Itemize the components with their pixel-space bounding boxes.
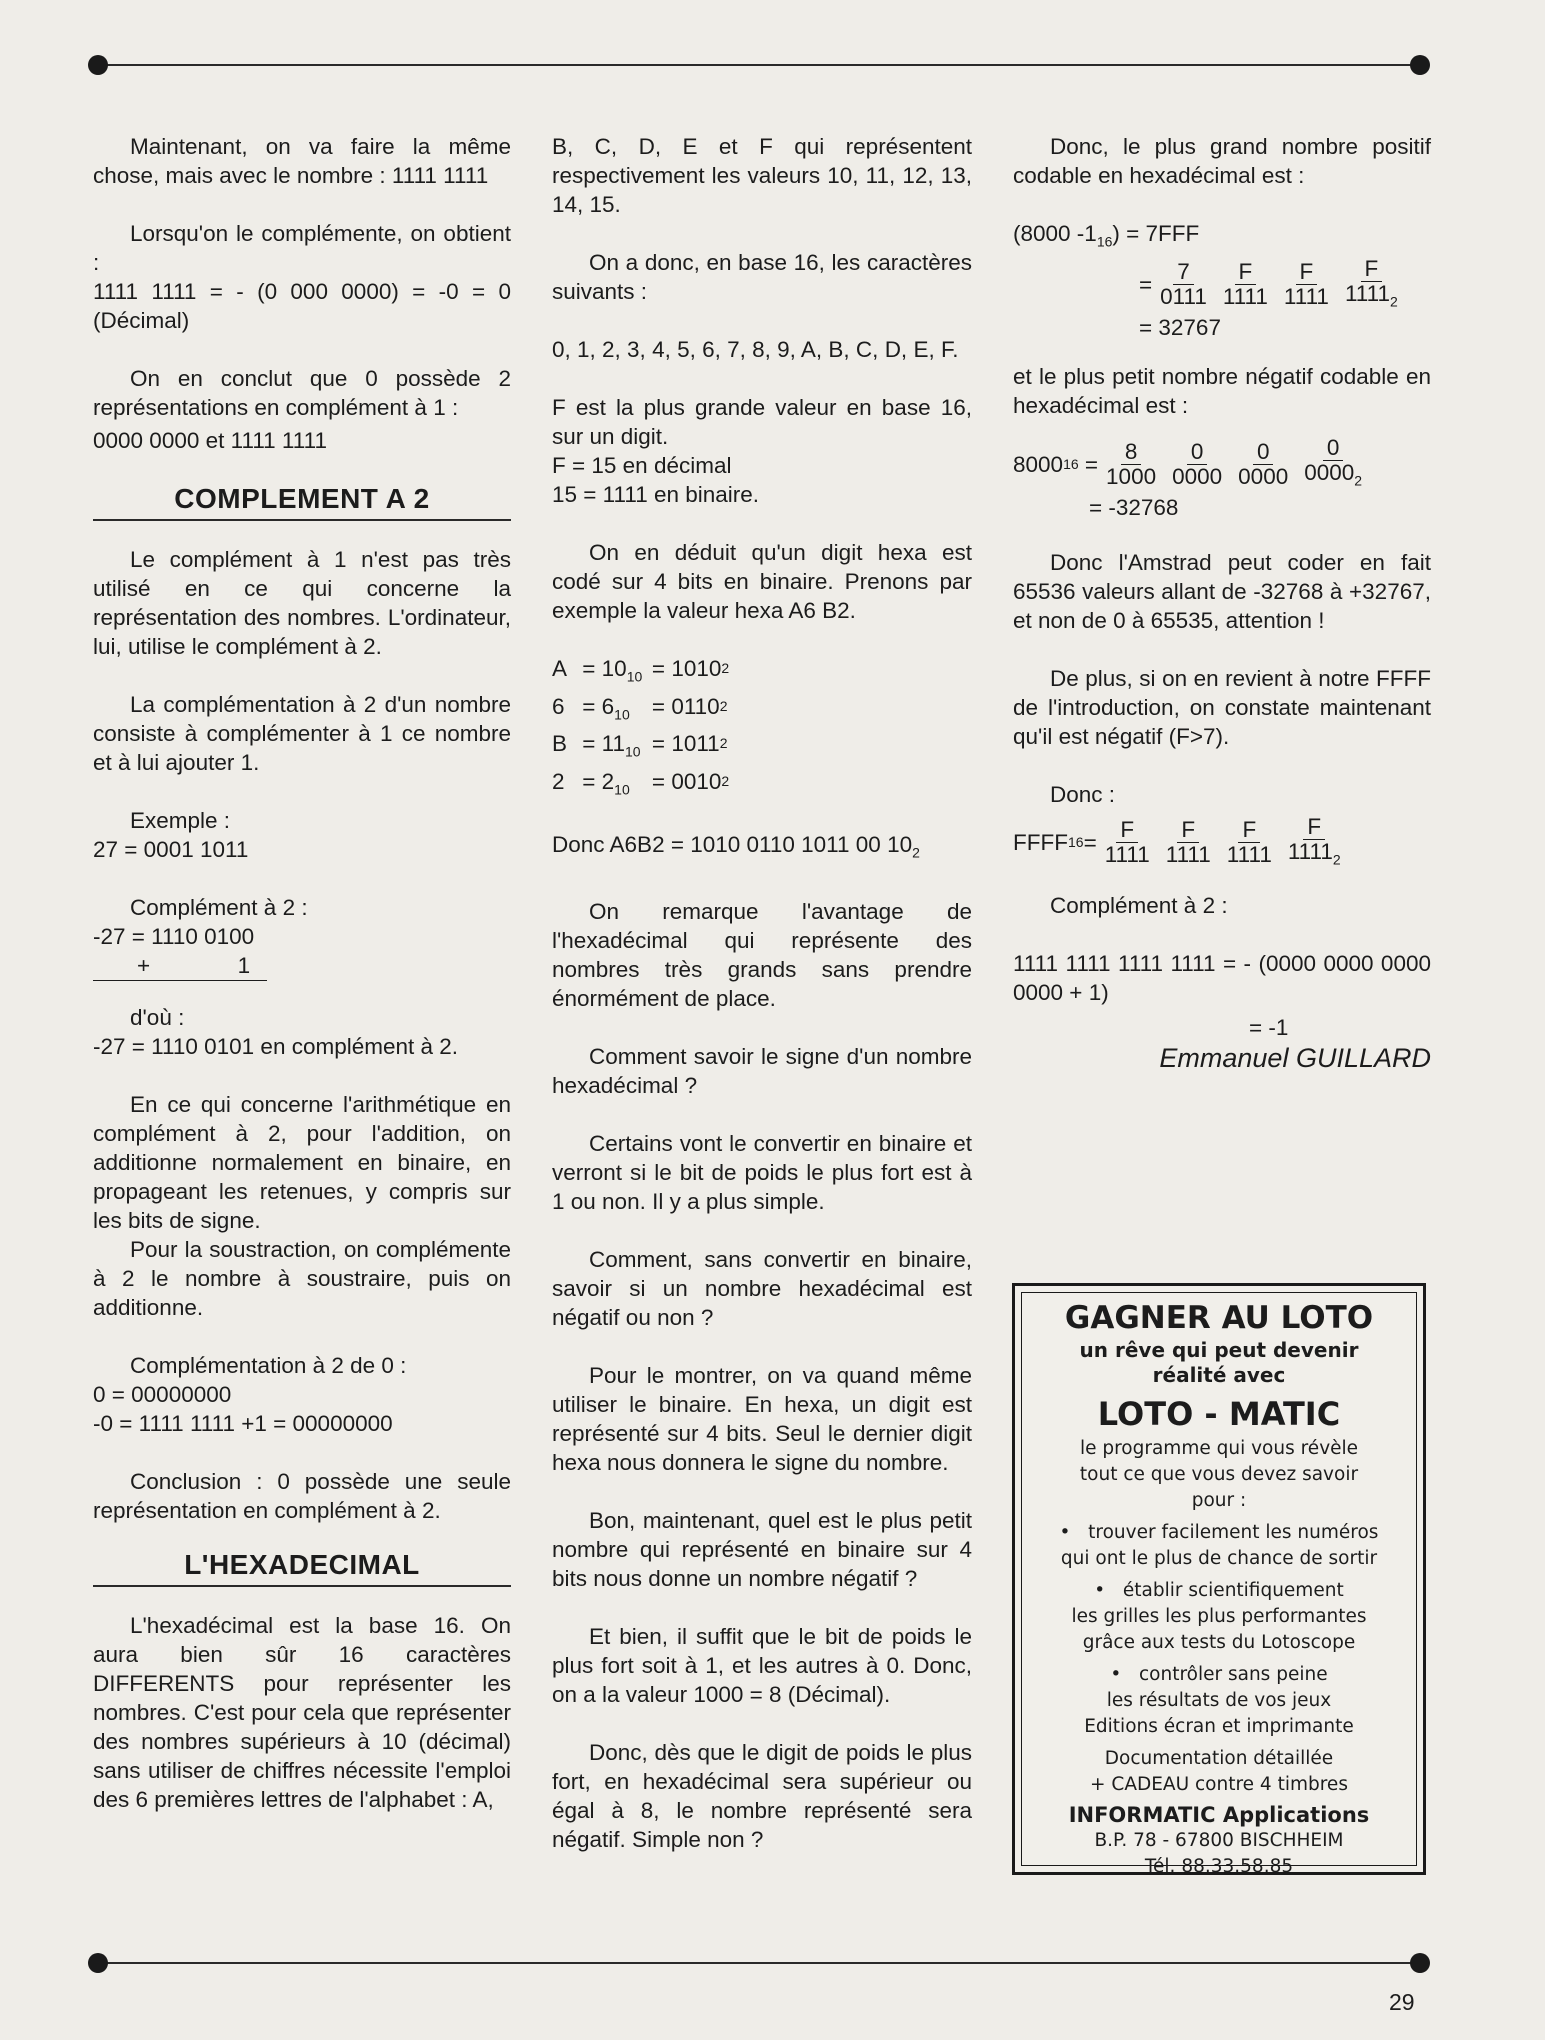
ad-text: Editions écran et imprimante (1084, 1716, 1354, 1737)
column-2 (552, 132, 972, 1883)
paragraph: Maintenant, on va faire la même chose, mais avec le nombre : 1111 1111 (93, 134, 511, 188)
fraction: $\frac{F}{1111_2}$ (1344, 255, 1398, 309)
ad-address: B.P. 78 - 67800 BISCHHEIM (1094, 1830, 1344, 1851)
paragraph: Le complément à 1 n'est pas très utilisé en ce qui concerne la représentation des nombres. L'ordinateur, lui, utilise le complément à 2. (93, 547, 511, 659)
ad-subtitle-2: réalité avec (1152, 1363, 1286, 1387)
paragraph: Certains vont le convertir en binaire et verront si le bit de poids le plus fort est à 1 ou non. Il y a plus simple. (552, 1130, 972, 1214)
ad-text: qui ont le plus de chance de sortir (1060, 1548, 1378, 1569)
fraction: $\frac{F}{1111}$ (1226, 817, 1272, 868)
top-right-dot (1410, 55, 1430, 75)
heading-underline (93, 1585, 511, 1587)
bottom-left-dot (88, 1953, 108, 1973)
fraction: $\frac{0}{0000}$ (1238, 438, 1289, 489)
table-row: B = $11_{10}$ = 1011 2 (552, 731, 728, 760)
paragraph: Lorsqu'on le complémente, on obtient : (93, 221, 511, 275)
hex-conversion-table (552, 654, 972, 804)
page-number: 29 (1389, 1989, 1415, 2015)
complement-line-1: -27 = 1110 0100 (93, 924, 255, 949)
fraction: $\frac{0}{0000_2}$ (1304, 435, 1363, 489)
complement-label: Complément à 2 : (130, 895, 308, 920)
author-signature: Emmanuel GUILLARD (1159, 1043, 1431, 1073)
ad-text: les résultats de vos jeux (1106, 1690, 1332, 1711)
ad-text: les grilles les plus performantes (1071, 1606, 1367, 1627)
paragraph: On a donc, en base 16, les caractères suivants : (552, 250, 972, 304)
paragraph: En ce qui concerne l'arithmétique en complément à 2, pour l'addition, on additionne normalement en binaire, en propageant les retenues, y compris sur les bits de signe. (93, 1092, 511, 1233)
paragraph: On en conclut que 0 possède 2 représentations en complément à 1 : (93, 366, 511, 420)
fraction: $\frac{F}{1111}$ (1104, 817, 1150, 868)
paragraph: F est la plus grande valeur en base 16, sur un digit. (552, 395, 972, 449)
paragraph: On en déduit qu'un digit hexa est codé sur 4 bits en binaire. Prenons par exemple la valeur hexa A6 B2. (552, 540, 972, 623)
table-row: 2 = $2_{10}$ = 0010 2 (552, 768, 730, 797)
loto-matic-advertisement (1012, 1283, 1426, 1875)
paragraph: L'hexadécimal est la base 16. On aura bien sûr 16 caractères DIFFERENTS pour représenter les nombres. C'est pour cela que représenter des nombres supérieurs à 10 (décimal) sans utiliser de chiffres nécessite l'emploi des 6 premières lettres de l'alphabet : A, (93, 1613, 511, 1812)
complement-line-2: + 1 (93, 951, 267, 981)
table-row: A = $10_{10}$ = 1010 2 (552, 656, 730, 685)
c0-line-2: -0 = 1111 1111 +1 = 00000000 (93, 1411, 393, 1436)
dou-label: d'où : (130, 1005, 185, 1030)
paragraph: et le plus petit nombre négatif codable en hexadécimal est : (1013, 364, 1431, 418)
paragraph: Pour la soustraction, on complémente à 2 le nombre à soustraire, puis on additionne. (93, 1237, 511, 1320)
paragraph: Comment, sans convertir en binaire, savoir si un nombre hexadécimal est négatif ou non ? (552, 1246, 972, 1330)
ad-text: Documentation détaillée (1104, 1748, 1334, 1769)
bottom-rule (98, 1962, 1418, 1964)
paragraph: Comment savoir le signe d'un nombre hexadécimal ? (552, 1043, 972, 1098)
heading-underline (93, 519, 511, 521)
ad-text: tout ce que vous devez savoir (1079, 1464, 1359, 1485)
bullet-icon: • (1094, 1580, 1106, 1601)
bullet-icon: • (1059, 1522, 1071, 1543)
table-row: 6 = $6_{10}$ = 0110 2 (552, 693, 728, 722)
paragraph: On remarque l'avantage de l'hexadécimal qui représente des nombres très grands sans prendre énormément de place. (552, 898, 972, 1011)
equation-result: = -1 (1249, 1015, 1289, 1040)
paragraph: Bon, maintenant, quel est le plus petit nombre qui représenté en binaire sur 4 bits nous donne un nombre négatif ? (552, 1507, 972, 1591)
ad-bullet-item: • contrôler sans peine (1110, 1664, 1328, 1685)
ad-title: GAGNER AU LOTO (1064, 1300, 1374, 1336)
paragraph: 0, 1, 2, 3, 4, 5, 6, 7, 8, 9, A, B, C, D, E, F. (552, 337, 959, 362)
ad-text: pour : (1191, 1490, 1247, 1511)
equation-minus-one: 1111 1111 1111 1111 = - (0000 0000 0000 0000 + 1) (1013, 951, 1431, 1005)
paragraph: Donc, dès que le digit de poids le plus fort, en hexadécimal sera supérieur ou égal à 8, le nombre représenté sera négatif. Simple non ? (552, 1739, 972, 1852)
fraction: $\frac{0}{0000}$ (1172, 438, 1223, 489)
c0-line-1: 0 = 00000000 (93, 1382, 232, 1407)
section-heading-complement-a-2: COMPLEMENT A 2 (174, 483, 430, 514)
bullet-icon: • (1110, 1664, 1122, 1685)
top-rule (98, 64, 1418, 66)
paragraph: 1111 1111 = - (0 000 0000) = -0 = 0 (Décimal) (93, 279, 511, 333)
column-1 (93, 132, 511, 1843)
paragraph: Pour le montrer, on va quand même utiliser le binaire. En hexa, un digit est représenté sur 4 bits. Seul le dernier digit hexa nous donnera le signe du nombre. (552, 1362, 972, 1475)
paragraph: F = 15 en décimal (552, 453, 732, 478)
c0-label: Complémentation à 2 de 0 : (130, 1353, 407, 1378)
ad-text: le programme qui vous révèle (1079, 1438, 1359, 1459)
paragraph: 15 = 1111 en binaire. (552, 482, 760, 507)
column-3 (1013, 132, 1431, 1073)
equation-ffff: FFFF 16 = $\frac{F}{1111}$ $\frac{F}{1111}$ $\frac{F}{1111}$ $\frac{F}{1111_2}$ (1013, 815, 1431, 872)
fraction: $\frac{F}{1111}$ (1283, 259, 1329, 310)
paragraph: Conclusion : 0 possède une seule représentation en complément à 2. (93, 1469, 511, 1523)
fraction: $\frac{F}{1111}$ (1222, 259, 1268, 310)
ad-phone: Tél. 88.33.58.85 (1144, 1856, 1294, 1877)
paragraph: De plus, si on en revient à notre FFFF de l'introduction, on constate maintenant qu'il est négatif (F>7). (1013, 665, 1431, 749)
paragraph: La complémentation à 2 d'un nombre consiste à complémenter à 1 ce nombre et à lui ajouter 1. (93, 692, 511, 775)
fraction: $\frac{7}{0111}$ (1160, 259, 1207, 310)
example-label: Exemple : (130, 808, 231, 833)
equation-min: 8000 16 = $\frac{8}{1000}$ $\frac{0}{0000}$ $\frac{0}{0000}$ $\frac{0}{0000_2}$ = -32768 (1013, 435, 1363, 520)
ad-bullet-item: • trouver facilement les numéros (1059, 1522, 1379, 1543)
fraction: $\frac{8}{1000}$ (1106, 438, 1157, 489)
paragraph: Donc, le plus grand nombre positif codable en hexadécimal est : (1013, 134, 1431, 188)
paragraph: B, C, D, E et F qui représentent respectivement les valeurs 10, 11, 12, 13, 14, 15. (552, 134, 972, 217)
ad-bullet-item: • établir scientifiquement (1094, 1580, 1344, 1601)
ad-publisher: INFORMATIC Applications (1068, 1803, 1370, 1827)
complement-label: Complément à 2 : (1050, 893, 1228, 918)
equation-max: (8000 $-1_{16}) = 7FFF$ = $\frac{7}{0111}$ $\frac{F}{1111}$ $\frac{F}{1111}$ $\frac{F}{1111_2}$ = 32767 (1013, 221, 1398, 340)
ad-text: grâce aux tests du Lotoscope (1082, 1632, 1356, 1653)
fraction: $\frac{F}{1111}$ (1165, 817, 1211, 868)
bottom-right-dot (1410, 1953, 1430, 1973)
top-left-dot (88, 55, 108, 75)
fraction: $\frac{F}{1111_2}$ (1287, 813, 1341, 867)
paragraph: 0000 0000 et 1111 1111 (93, 428, 327, 453)
donc-label: Donc : (1050, 781, 1116, 807)
ad-subtitle-1: un rêve qui peut devenir (1079, 1338, 1359, 1362)
paragraph: Donc l'Amstrad peut coder en fait 65536 valeurs allant de -32768 à +32767, et non de 0 à 65535, attention ! (1013, 549, 1431, 633)
ad-product-name: LOTO - MATIC (1097, 1395, 1341, 1433)
paragraph: Donc A6B2 = 1010 0110 1011 00 $10_2$ (552, 832, 920, 861)
ad-text: + CADEAU contre 4 timbres (1090, 1774, 1348, 1795)
example-value: 27 = 0001 1011 (93, 837, 249, 862)
dou-value: -27 = 1110 0101 en complément à 2. (93, 1034, 459, 1059)
section-heading-hexadecimal: L'HEXADECIMAL (184, 1549, 420, 1580)
paragraph: Et bien, il suffit que le bit de poids le plus fort soit à 1, et les autres à 0. Donc, on a la valeur 1000 = 8 (Décimal). (552, 1623, 972, 1707)
